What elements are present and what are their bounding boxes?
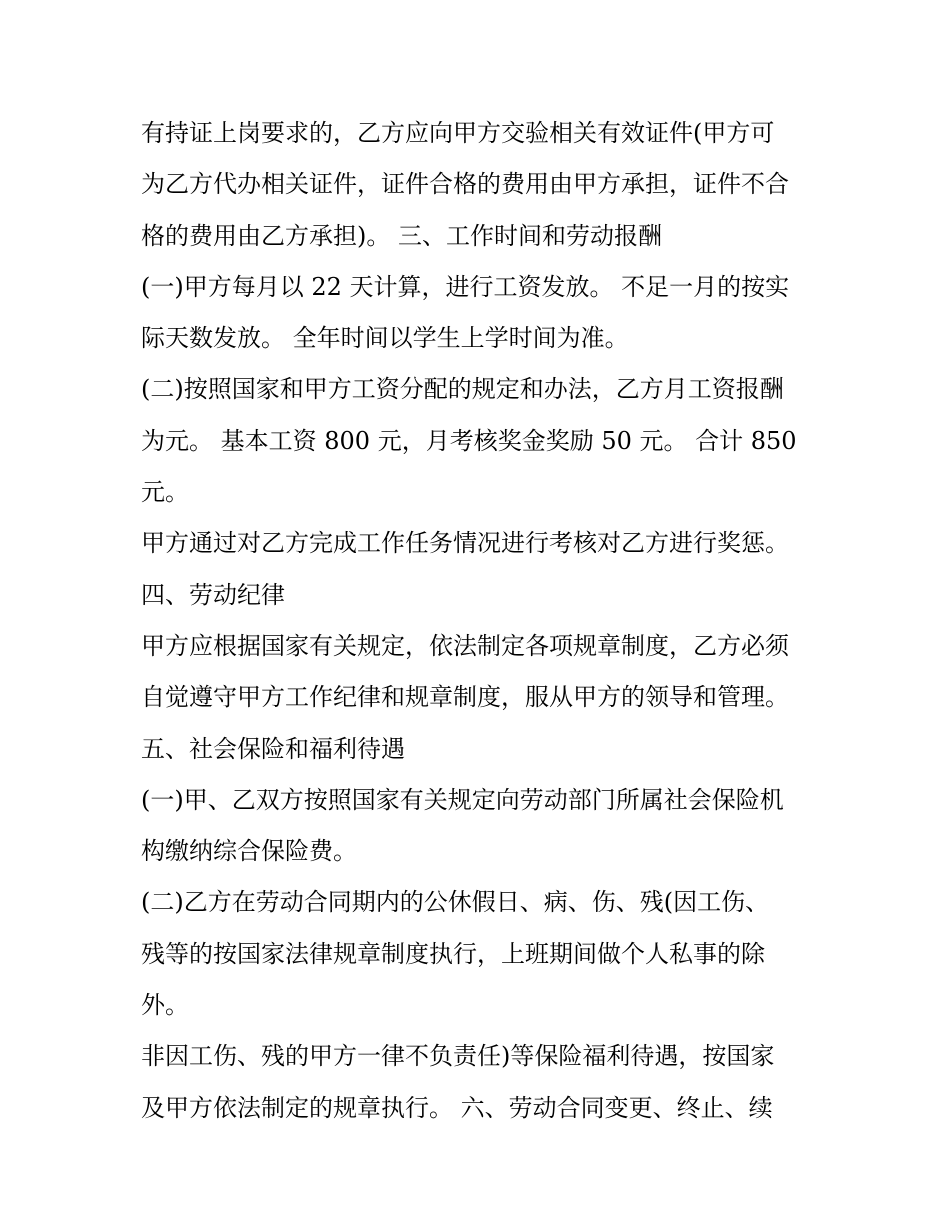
- section-heading: 五、社会保险和福利待遇: [141, 734, 405, 763]
- text-line: (一)甲、乙双方按照国家有关规定向劳动部门所属社会保险机: [141, 785, 784, 814]
- text-line: 际天数发放。 全年时间以学生上学时间为准。: [141, 324, 629, 353]
- text-line: (一)甲方每月以 22 天计算，进行工资发放。 不足一月的按实: [141, 272, 790, 301]
- document-body: [141, 108, 821, 1134]
- text-line: 元。: [141, 478, 189, 507]
- text-line: 为元。 基本工资 800 元，月考核奖金奖励 50 元。 合计 850: [141, 426, 797, 455]
- text-line: 格的费用由乙方承担)。 三、工作时间和劳动报酬: [141, 221, 662, 250]
- text-line: 有持证上岗要求的，乙方应向甲方交验相关有效证件(甲方可: [141, 119, 775, 147]
- text-line: 为乙方代办相关证件，证件合格的费用由甲方承担，证件不合: [141, 170, 789, 199]
- text-line: (二)按照国家和甲方工资分配的规定和办法，乙方月工资报酬: [141, 375, 784, 404]
- text-line: 甲方通过对乙方完成工作任务情况进行考核对乙方进行奖惩。: [141, 529, 789, 558]
- text-line: 及甲方依法制定的规章执行。 六、劳动合同变更、终止、续: [141, 1093, 773, 1122]
- section-heading: 四、劳动纪律: [141, 580, 285, 609]
- text-line: 非因工伤、残的甲方一律不负责任)等保险福利待遇，按国家: [141, 1042, 775, 1071]
- text-line: (二)乙方在劳动合同期内的公休假日、病、伤、残(因工伤、: [141, 888, 770, 917]
- text-line: 甲方应根据国家有关规定，依法制定各项规章制度，乙方必须: [141, 631, 789, 660]
- text-line: 残等的按国家法律规章制度执行，上班期间做个人私事的除: [141, 939, 765, 968]
- text-line: 外。: [141, 991, 189, 1020]
- text-line: 构缴纳综合保险费。: [141, 837, 357, 866]
- text-line: 自觉遵守甲方工作纪律和规章制度，服从甲方的领导和管理。: [141, 683, 789, 712]
